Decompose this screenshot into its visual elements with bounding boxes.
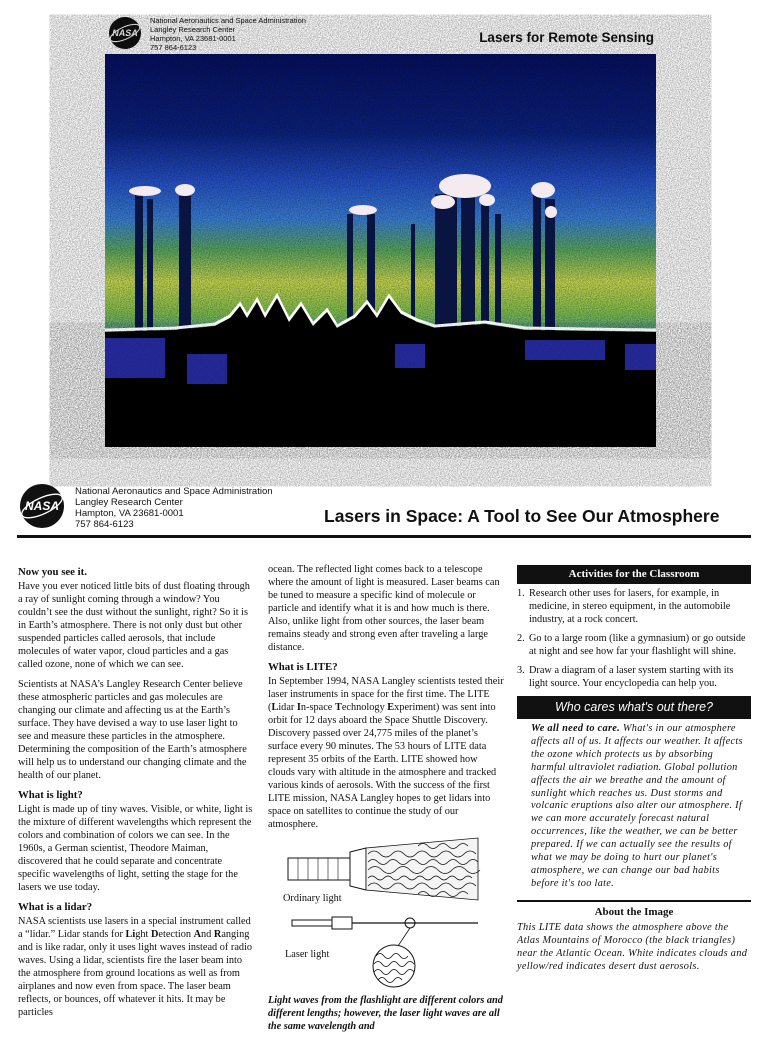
org-address xyxy=(75,486,273,530)
who-cares-text: We all need to care. What's in our atmosphere affects all of us. It affects our weather. It affects the ozone which protects us by absorbing harmful ultraviolet radiation. Global pollution affects the air we breathe and the amount of sunlight which reaches us. Dust storms and volcanic eruptions also alter our atmosphere. If we can more accurately forecast natural occurrences, like the weather, we can be better prepared. If we can actually see the results of what we may be doing to hurt our planet's atmosphere, we can change our bad habits before it's too late. xyxy=(531,723,743,889)
heading-what-is-lite: What is LITE? xyxy=(268,661,338,673)
header-rule xyxy=(17,535,751,538)
heading-now-you-see-it: Now you see it. xyxy=(18,566,87,578)
list-item: 2. Go to a large room (like a gymnasium) or go outside at night and see how far your flashlight will shine. xyxy=(517,633,746,657)
label-ordinary-light: Ordinary light xyxy=(283,893,342,904)
org-line: Hampton, VA 23681-0001 xyxy=(75,508,184,519)
lite-lidar-image xyxy=(105,54,656,447)
column-1 xyxy=(18,566,253,1026)
about-rule xyxy=(517,900,751,902)
activities-list xyxy=(517,587,751,690)
column-2 xyxy=(268,563,504,1040)
nasa-logo-small xyxy=(108,16,142,50)
who-cares-heading: Who cares what's out there? xyxy=(517,696,751,719)
diagram-caption: Light waves from the flashlight are different colors and different lengths; however, the laser light waves are all the same wavelength and xyxy=(268,995,503,1032)
paragraph: Scientists at NASA’s Langley Research Center believe these atmospheric particles and gas molecules are changing our climate and affecting us at the Earth’s surface. They have devised a way to use laser light to see and measure these particles in the atmosphere. Determining the composition of the Earth’s atmosphere will help us to understand our changing climate and the health of our planet. xyxy=(18,679,247,781)
label-laser-light: Laser light xyxy=(285,949,330,960)
list-item: 1. Research other uses for lasers, for example, in medicine, in stereo equipment, in the automobile industry, at a rock concert. xyxy=(517,588,731,625)
series-title: Lasers for Remote Sensing xyxy=(479,30,654,45)
paragraph-lite: In September 1994, NASA Langley scientists tested their laser instruments in space for the first time. The LITE (Lidar In-space Technology Experiment) was sent into orbit for 12 days aboard the Space Shuttle Discovery. Discovery passed over 24,775 miles of the planet’s surface every 90 minutes. The 53 hours of LITE data represent 35 orbits of the Earth. LITE showed how clouds vary with altitude in the atmosphere and tracked various kinds of aerosols. With the success of the first LITE mission, NASA Langley hopes to get lidars into space on satellites to continue the study of our atmosphere. xyxy=(268,676,504,830)
nasa-logo xyxy=(17,483,67,529)
activities-heading: Activities for the Classroom xyxy=(517,565,751,584)
flashlight-laser-illustration xyxy=(268,838,504,994)
heading-what-is-light: What is light? xyxy=(18,789,83,801)
heading-what-is-lidar: What is a lidar? xyxy=(18,901,93,913)
org-line: National Aeronautics and Space Administration xyxy=(75,486,273,497)
about-image-text: This LITE data shows the atmosphere above the Atlas Mountains of Morocco (the black triangles) near the Atlantic Ocean. White indicates clouds and yellow/red indicates desert dust aerosols. xyxy=(517,921,748,972)
list-item: 3. Draw a diagram of a laser system starting with its light source. Your encyclopedia can help you. xyxy=(517,665,734,689)
org-line: 757 864-6123 xyxy=(75,519,134,530)
column-3 xyxy=(517,565,751,980)
nasa-logo-text: NASA xyxy=(112,28,138,38)
org-line: 757 864-6123 xyxy=(150,43,197,52)
about-image-heading: About the Image xyxy=(594,905,674,918)
org-line: Hampton, VA 23681-0001 xyxy=(150,34,236,43)
paragraph: ocean. The reflected light comes back to a telescope where the amount of light is measured. Laser beams can be tuned to measure a specific kind of molecule or particle and identify what it is and how much is there. Also, unlike light from other sources, the laser beam remains steady and strong even after traveling a large distance. xyxy=(268,564,500,653)
paragraph: Light is made up of tiny waves. Visible, or white, light is the mixture of different wavelengths which represent the colors and combination of colors we can see. In the 1960s, a German scientist, Theodore Maiman, discovered that he could separate and concentrate specific wavelengths of light, setting the stage for the lasers we use today. xyxy=(18,804,253,893)
org-line: Langley Research Center xyxy=(75,497,183,508)
org-line: Langley Research Center xyxy=(150,25,236,34)
top-org-address xyxy=(150,16,306,52)
org-line: National Aeronautics and Space Administration xyxy=(150,16,306,25)
page-title: Lasers in Space: A Tool to See Our Atmosphere xyxy=(324,506,720,526)
paragraph-lidar: NASA scientists use lasers in a special instrument called a “lidar.” Lidar stands for Light Detection And Ranging and is like radar, only it uses light waves instead of radio waves. Using a lidar, scientists fire the laser beam into the atmosphere from ground locations as well as from airplanes and now even from space. The laser beam reflects, or bounces, off whatever it hits. It may be particles xyxy=(18,916,253,1018)
light-diagram xyxy=(268,838,504,994)
paragraph: Have you ever noticed little bits of dust floating through a ray of sunlight coming through a window? You couldn’t see the dust without the sunlight, right? So it is in Earth’s atmosphere. There is not only dust but other suspended particles called aerosols, that include molecules of water vapor, cloud particles and a gas called ozone, none of which we can see. xyxy=(18,581,250,670)
nasa-logo-text: NASA xyxy=(24,499,60,513)
